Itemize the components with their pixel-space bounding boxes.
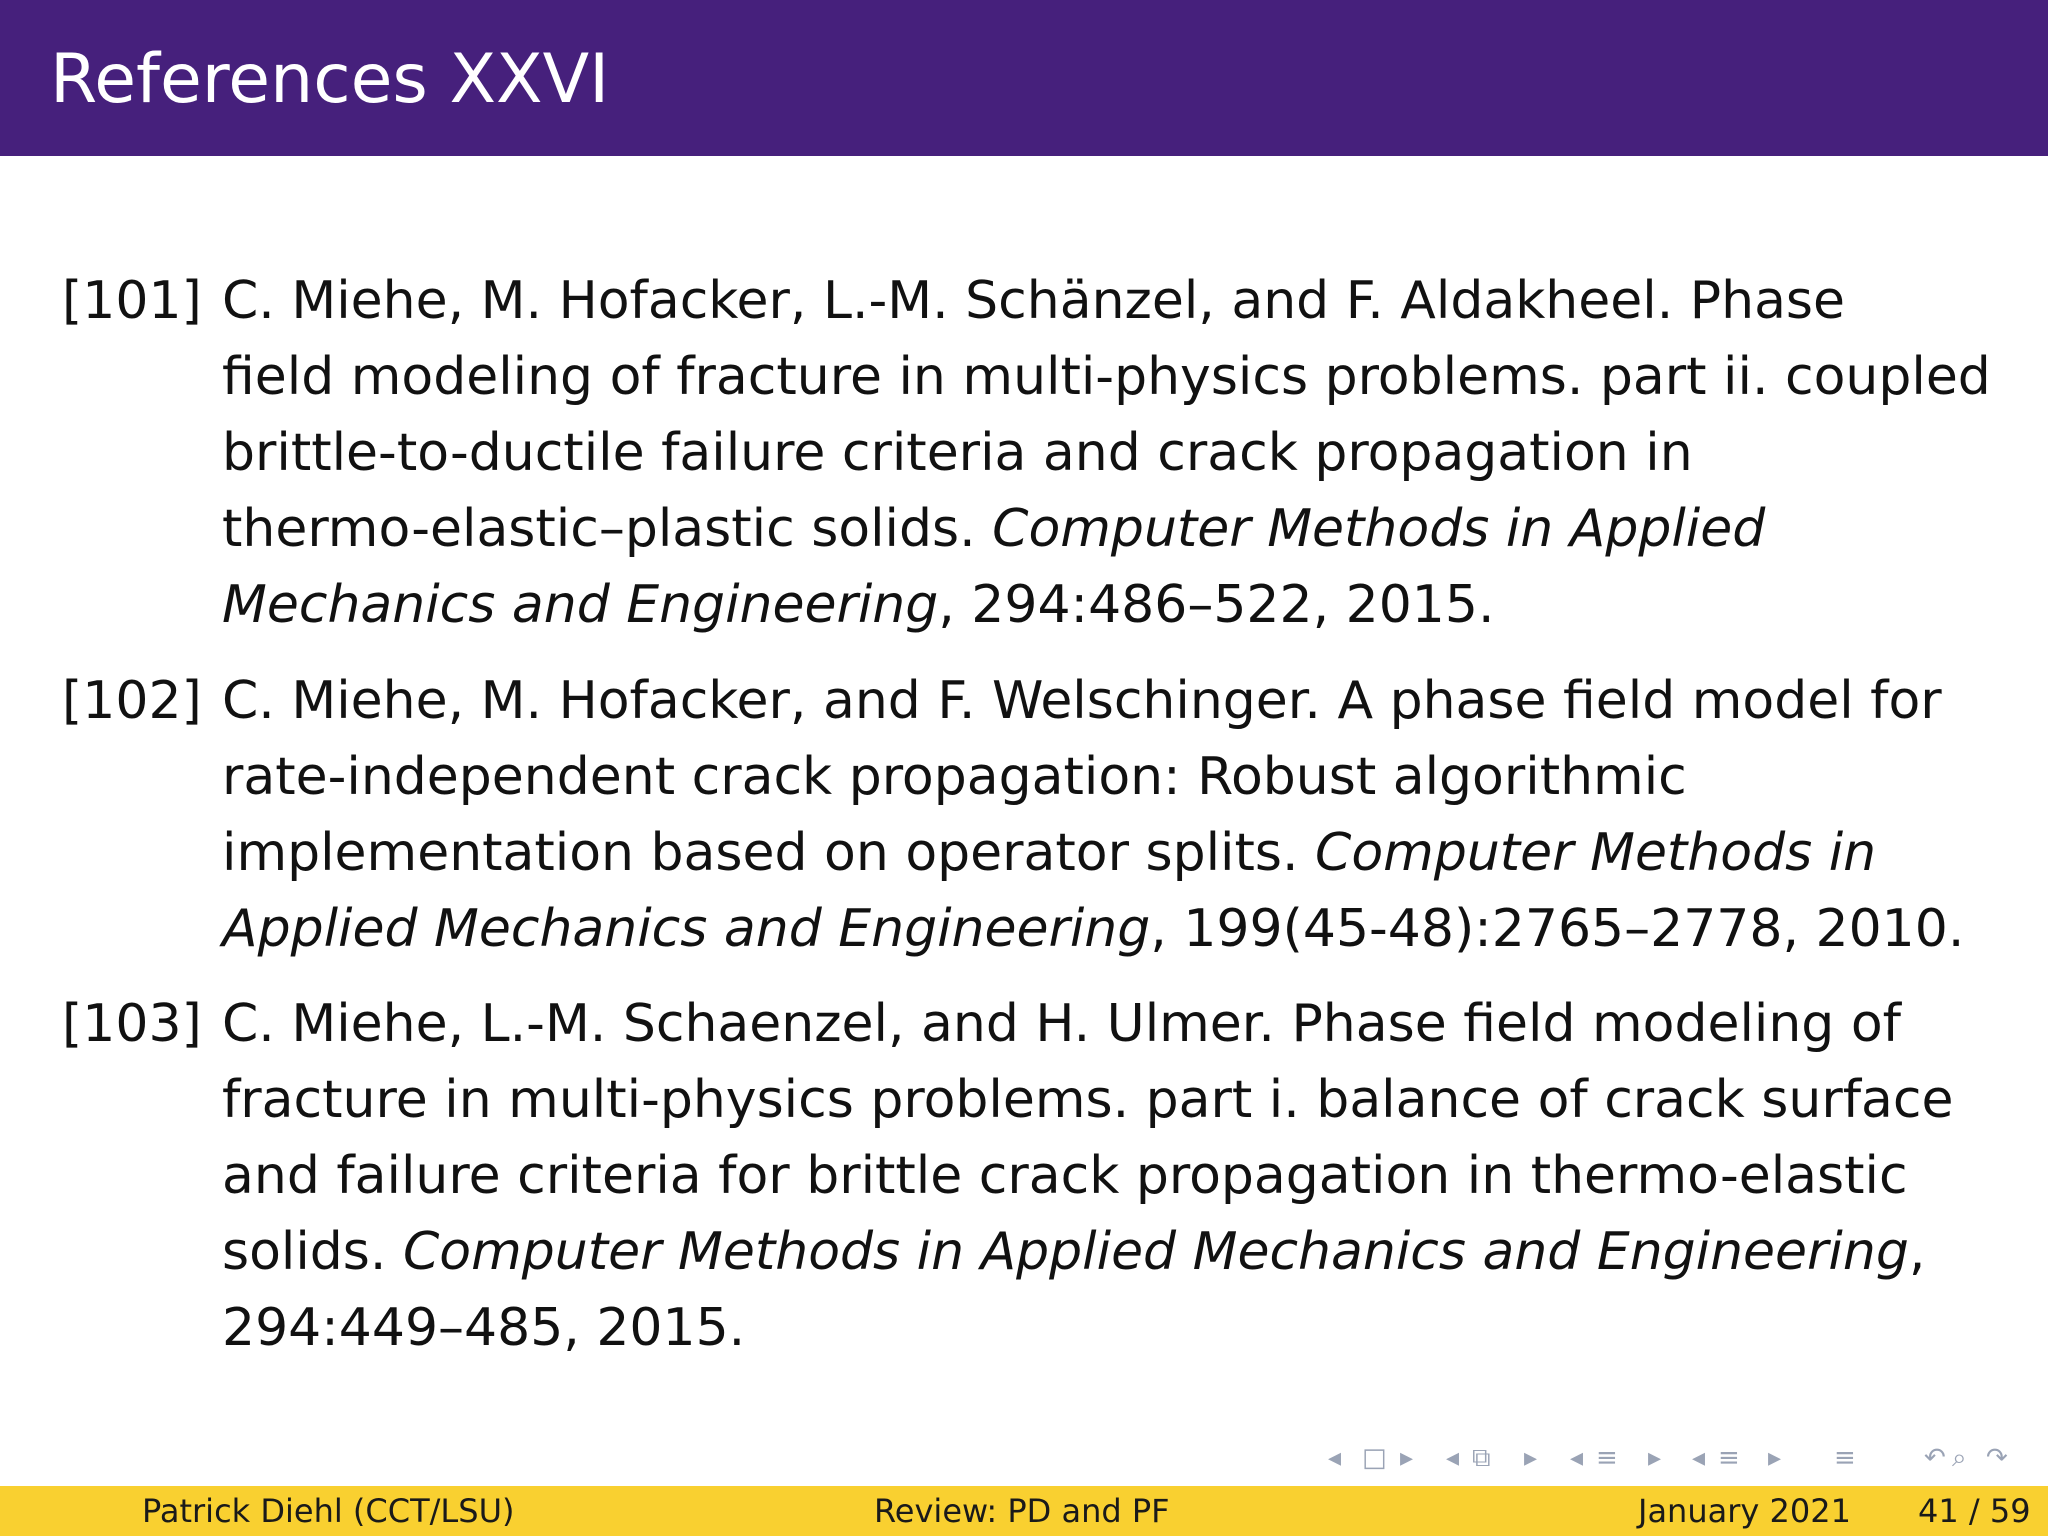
- reference-text-run: and failure criteria for brittle crack propagation in thermo-elastic: [222, 1146, 1908, 1206]
- reference-number: [102]: [62, 671, 202, 731]
- reference-text-run: fracture in multi-physics problems. part i. balance of crack surface: [222, 1070, 1954, 1130]
- reference-text-run: C. Miehe, M. Hofacker, L.-M. Schänzel, and F. Aldakheel. Phase: [222, 271, 1846, 331]
- reference-line: [222, 1214, 2042, 1290]
- footer-title: Review: PD and PF: [874, 1492, 1170, 1530]
- journal-name: Computer Methods in: [1315, 823, 1877, 883]
- section-icon[interactable]: ≡: [1596, 1443, 1618, 1473]
- journal-name: Applied Mechanics and Engineering: [222, 899, 1151, 959]
- prev-subsection-icon[interactable]: ◂: [1446, 1443, 1460, 1473]
- reference-line: [222, 1062, 2042, 1138]
- reference-text-run: field modeling of fracture in multi-physics problems. part ii. coupled: [222, 347, 1991, 407]
- reference-text-run: solids.: [222, 1222, 403, 1282]
- next-frame-icon[interactable]: ▸: [1400, 1443, 1414, 1473]
- reference-line: [222, 339, 2042, 415]
- reference-line: [222, 567, 2042, 643]
- reference-text: [222, 263, 2042, 643]
- footer-date: January 2021: [1638, 1492, 1851, 1530]
- footer-author: Patrick Diehl (CCT/LSU): [142, 1492, 515, 1530]
- journal-name: Mechanics and Engineering: [222, 575, 939, 635]
- reference-line: [222, 1290, 2042, 1366]
- reference-line: [222, 415, 2042, 491]
- reference-text-run: C. Miehe, L.-M. Schaenzel, and H. Ulmer. Phase field modeling of: [222, 994, 1901, 1054]
- reference-line: [222, 891, 2042, 967]
- title-bar: [0, 0, 2048, 156]
- search-icon[interactable]: ⌕: [1952, 1443, 1967, 1473]
- reference-text-run: thermo-elastic–plastic solids.: [222, 499, 993, 559]
- subsection-icon[interactable]: ⧉: [1472, 1443, 1491, 1473]
- prev-section-icon[interactable]: ◂: [1570, 1443, 1584, 1473]
- reference-text-run: , 199(45-48):2765–2778, 2010.: [1150, 899, 1965, 959]
- reference-line: [222, 986, 2042, 1062]
- frame-icon[interactable]: □: [1362, 1443, 1387, 1473]
- prev-frame-icon[interactable]: ◂: [1328, 1443, 1342, 1473]
- reference-line: [222, 1138, 2042, 1214]
- reference-text-run: rate-independent crack propagation: Robust algorithmic: [222, 747, 1687, 807]
- reference-line: [222, 663, 2042, 739]
- reference-text-run: 294:449–485, 2015.: [222, 1298, 746, 1358]
- reference-text: [222, 986, 2042, 1366]
- journal-name: Computer Methods in Applied: [992, 499, 1766, 559]
- reference-text-run: ,: [1908, 1222, 1926, 1282]
- next-part-icon[interactable]: ▸: [1768, 1443, 1782, 1473]
- reference-number: [101]: [62, 271, 202, 331]
- part-icon[interactable]: ≡: [1718, 1443, 1740, 1473]
- footer-page-number: 41 / 59: [1918, 1492, 2031, 1530]
- prev-part-icon[interactable]: ◂: [1692, 1443, 1706, 1473]
- journal-name: Computer Methods in Applied Mechanics and Engineering: [402, 1222, 1909, 1282]
- reference-line: [222, 263, 2042, 339]
- beamer-navigation: [1320, 1438, 2040, 1478]
- reference-line: [222, 491, 2042, 567]
- footer-bar: [0, 1486, 2048, 1536]
- undo-icon[interactable]: ↶: [1924, 1443, 1946, 1473]
- reference-line: [222, 815, 2042, 891]
- reference-text-run: brittle-to-ductile failure criteria and crack propagation in: [222, 423, 1693, 483]
- slide-title: References XXVI: [50, 40, 610, 119]
- next-section-icon[interactable]: ▸: [1648, 1443, 1662, 1473]
- redo-icon[interactable]: ↷: [1986, 1443, 2008, 1473]
- reference-text-run: C. Miehe, M. Hofacker, and F. Welschinger. A phase field model for: [222, 671, 1942, 731]
- toc-icon[interactable]: ≡: [1834, 1443, 1856, 1473]
- next-subsection-icon[interactable]: ▸: [1524, 1443, 1538, 1473]
- reference-text: [222, 663, 2042, 967]
- reference-line: [222, 739, 2042, 815]
- reference-text-run: , 294:486–522, 2015.: [938, 575, 1495, 635]
- reference-text-run: implementation based on operator splits.: [222, 823, 1316, 883]
- reference-number: [103]: [62, 994, 202, 1054]
